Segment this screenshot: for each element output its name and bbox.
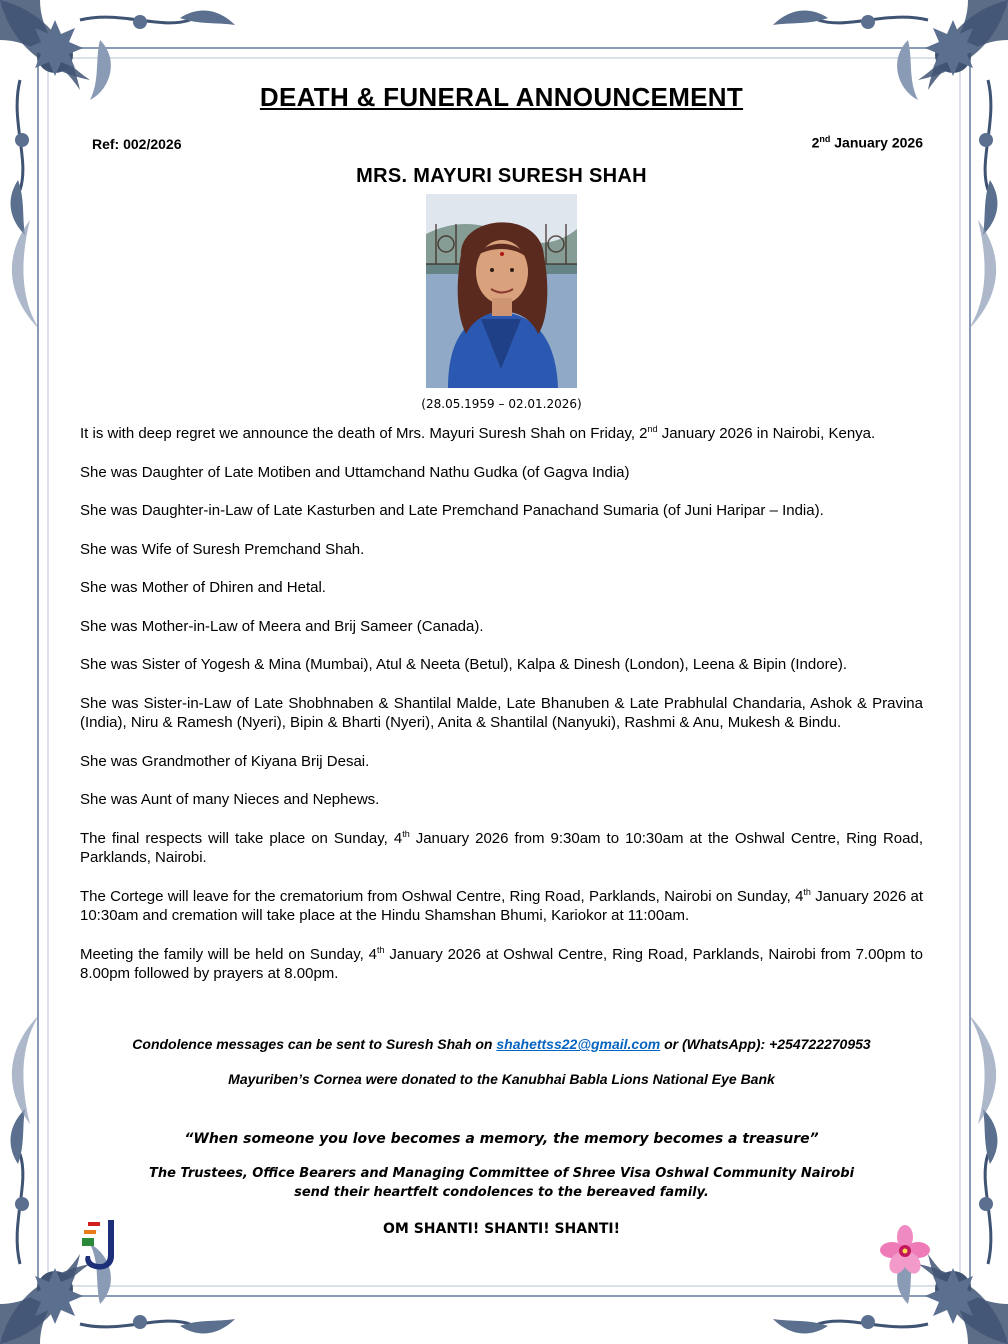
announcement-document — [80, 0, 923, 1344]
om-shanti-line: OM SHANTI! SHANTI! SHANTI! — [383, 1221, 620, 1237]
paragraph-final-respects: The final respects will take place on Sunday, 4th January 2026 from 9:30am to 10:30am at the Oshwal Centre, Ring Road, Parklands, Nairobi. — [80, 828, 923, 866]
paragraph-grandmother: She was Grandmother of Kiyana Brij Desai. — [80, 752, 370, 770]
condolence-notice: Condolence messages can be sent to Suresh Shah on shahettss22@gmail.com or (WhatsApp): +254722270953 — [132, 1036, 871, 1052]
community-logo-icon — [80, 1216, 120, 1274]
deceased-name: MRS. MAYURI SURESH SHAH — [356, 165, 647, 187]
paragraph-sister: She was Sister of Yogesh & Mina (Mumbai), Atul & Neeta (Betul), Kalpa & Dinesh (London), Leena & Bipin (Indore). — [80, 656, 848, 673]
announcement-body — [80, 424, 923, 1003]
memorial-quote: “When someone you love becomes a memory, the memory becomes a treasure” — [184, 1131, 819, 1147]
paragraph-cortege: The Cortege will leave for the crematorium from Oshwal Centre, Ring Road, Parklands, Nairobi on Sunday, 4th January 2026 at 10:30am and cremation will take place at the Hindu Shamshan Bhumi, Kariokor at 11:00am. — [80, 886, 924, 924]
paragraph-mother-in-law: She was Mother-in-Law of Meera and Brij Sameer (Canada). — [80, 617, 484, 635]
paragraph-meeting-family: Meeting the family will be held on Sunday, 4th January 2026 at Oshwal Centre, Ring Road, Parklands, Nairobi from 7.00pm to 8.00pm followed by prayers at 8.00pm. — [80, 944, 923, 982]
pink-orchid-icon — [880, 1225, 930, 1275]
paragraph-mother: She was Mother of Dhiren and Hetal. — [80, 579, 326, 596]
paragraph-sister-in-law: She was Sister-in-Law of Late Shobhnaben & Shantilal Malde, Late Bhanuben & Late Prabhulal Chandaria, Ashok & Pravina (India), Niru & Ramesh (Nyeri), Bipin & Bharti (Nyeri), Anita & Shantilal (Nanyuki), Rashmi & Anu, Mukesh & Bindu. — [80, 694, 923, 731]
paragraph-daughter-in-law: She was Daughter-in-Law of Late Kasturben and Late Premchand Panachand Sumaria (of Juni Haripar – India). — [80, 502, 824, 519]
portrait-photo — [426, 194, 577, 388]
page-title: DEATH & FUNERAL ANNOUNCEMENT — [259, 82, 744, 112]
announcement-date: 2nd January 2026 — [811, 134, 923, 151]
paragraph-death: It is with deep regret we announce the death of Mrs. Mayuri Suresh Shah on Friday, 2nd January 2026 in Nairobi, Kenya. — [80, 424, 876, 442]
trustees-condolence-line-2: send their heartfelt condolences to the bereaved family. — [294, 1185, 709, 1200]
life-dates: (28.05.1959 – 02.01.2026) — [421, 397, 582, 411]
trustees-condolence-line-1: The Trustees, Office Bearers and Managing Committee of Shree Visa Oshwal Community Nairobi — [148, 1166, 855, 1181]
paragraph-wife: She was Wife of Suresh Premchand Shah. — [80, 540, 365, 558]
cornea-donation-notice: Mayuriben’s Cornea were donated to the Kanubhai Babla Lions National Eye Bank — [228, 1071, 775, 1087]
reference-number: Ref: 002/2026 — [92, 136, 182, 152]
paragraph-aunt: She was Aunt of many Nieces and Nephews. — [80, 791, 380, 808]
paragraph-daughter-of: She was Daughter of Late Motiben and Uttamchand Nathu Gudka (of Gagva India) — [80, 463, 630, 481]
email-link[interactable]: shahettss22@gmail.com — [496, 1036, 661, 1052]
